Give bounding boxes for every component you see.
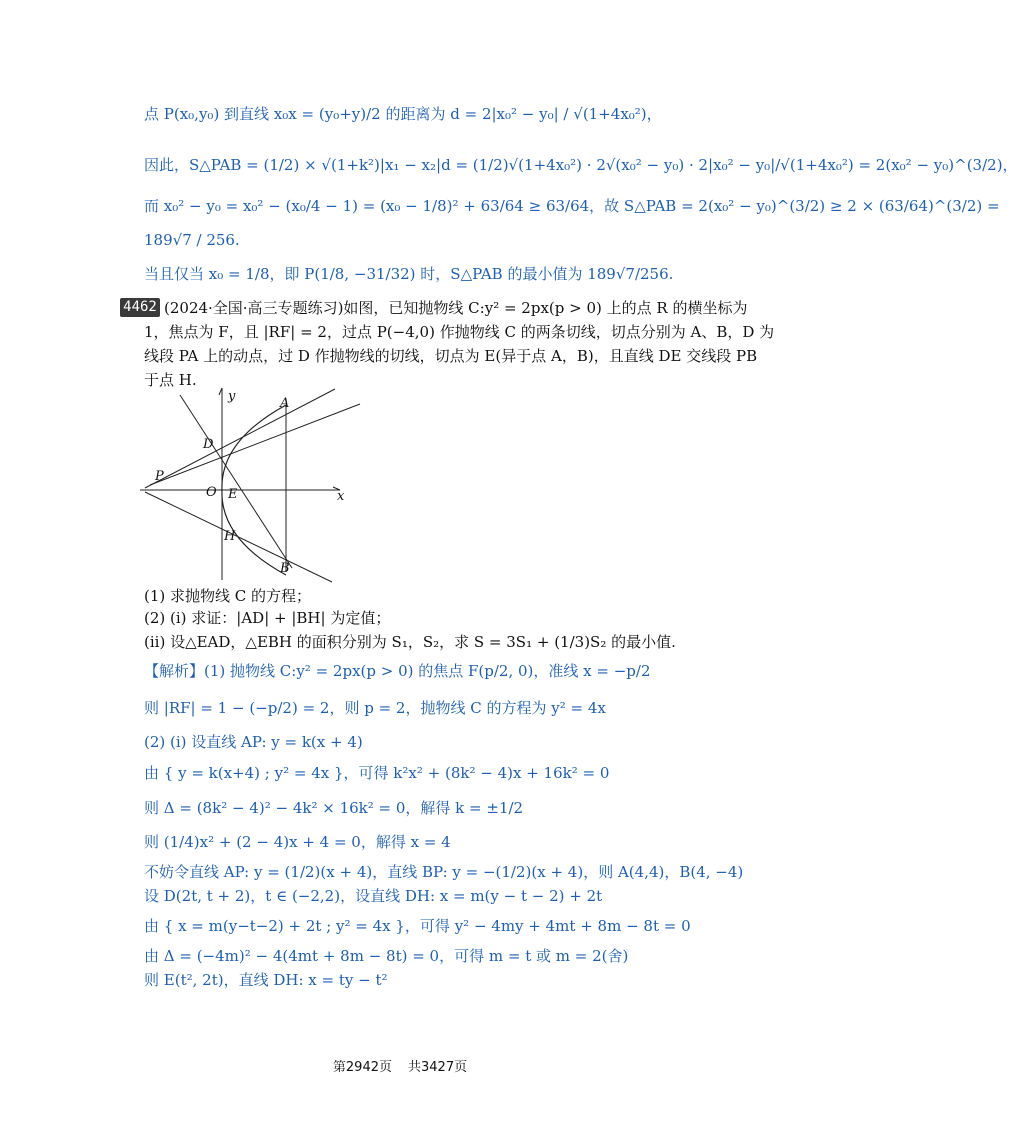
analysis-line-4: 由 { y = k(x+4) ; y² = 4x }，可得 k²x² + (8k² − 4)x + 16k² = 0 (144, 764, 610, 782)
tangent-line-pb (145, 492, 332, 582)
problem-line-3: 线段 PA 上的动点，过 D 作抛物线的切线，切点为 E(异于点 A，B)，且直线 DE 交线段 PB (144, 347, 758, 365)
page-number: 第2942页 (332, 1060, 392, 1075)
line-p-upper (150, 404, 360, 485)
total-pages: 共3427页 (408, 1060, 468, 1075)
analysis-line-6: 则 (1/4)x² + (2 − 4)x + 4 = 0，解得 x = 4 (144, 833, 451, 851)
solution-line-1: 点 P(x₀,y₀) 到直线 x₀x = (y₀+y)/2 的距离为 d = 2|x₀² − y₀| / √(1+4x₀²)， (144, 105, 662, 123)
problem-line-1: (2024·全国·高三专题练习)如图，已知抛物线 C:y² = 2px(p > 0) 上的点 R 的横坐标为 (164, 299, 748, 317)
analysis-line-5: 则 Δ = (8k² − 4)² − 4k² × 16k² = 0，解得 k = ±1/2 (144, 799, 524, 817)
parabola-tangent-figure (140, 385, 360, 585)
solution-line-3: 而 x₀² − y₀ = x₀² − (x₀/4 − 1) = (x₀ − 1/8)² + 63/64 ≥ 63/64，故 S△PAB = 2(x₀² − y₀)^(3/2) ≥ 2 × (63/64)^(3/2) = (144, 197, 1000, 215)
solution-line-5: 当且仅当 x₀ = 1/8，即 P(1/8, −31/32) 时，S△PAB 的最小值为 189√7/256. (144, 265, 674, 283)
label-o: O (206, 485, 217, 500)
problem-line-2: 1，焦点为 F，且 |RF| = 2，过点 P(−4,0) 作抛物线 C 的两条切线，切点分别为 A、B，D 为 (144, 323, 775, 341)
analysis-line-9: 由 { x = m(y−t−2) + 2t ; y² = 4x }，可得 y² − 4my + 4mt + 8m − 8t = 0 (144, 917, 691, 935)
analysis-line-8: 设 D(2t, t + 2)，t ∈ (−2,2)，设直线 DH: x = m(y − t − 2) + 2t (144, 887, 603, 905)
analysis-line-2: 则 |RF| = 1 − (−p/2) = 2，则 p = 2，抛物线 C 的方程为 y² = 4x (144, 699, 606, 717)
analysis-line-11: 则 E(t², 2t)，直线 DH: x = ty − t² (144, 971, 388, 989)
analysis-line-7: 不妨令直线 AP: y = (1/2)(x + 4)，直线 BP: y = −(1/2)(x + 4)，则 A(4,4)，B(4, −4) (144, 863, 744, 881)
label-a: A (280, 396, 290, 411)
label-b: B (280, 561, 290, 576)
label-e: E (228, 487, 238, 502)
label-x: x (337, 489, 345, 504)
problem-number-badge: 4462 (120, 298, 160, 317)
label-p: P (155, 469, 164, 484)
question-1: (1) 求抛物线 C 的方程； (144, 587, 312, 605)
analysis-line-3: (2) (i) 设直线 AP: y = k(x + 4) (144, 733, 363, 751)
label-d: D (203, 437, 214, 452)
tangent-line-de (180, 395, 292, 568)
analysis-line-1 (144, 661, 651, 681)
question-2: (2) (i) 求证：|AD| + |BH| 为定值； (144, 609, 391, 627)
solution-line-2: 因此，S△PAB = (1/2) × √(1+k²)|x₁ − x₂|d = (1/2)√(1+4x₀²) · 2√(x₀² − y₀) · 2|x₀² − y₀|/√(1+4x₀²) = 2(x₀² − y₀)^(3/2)， (144, 156, 1018, 174)
page-footer (0, 1056, 800, 1075)
tangent-line-pa (145, 389, 335, 488)
analysis-line-1-text: (1) 抛物线 C:y² = 2px(p > 0) 的焦点 F(p/2, 0)，准线 x = −p/2 (204, 662, 651, 680)
analysis-tag: 【解析】 (144, 662, 205, 680)
label-y: y (228, 389, 236, 404)
analysis-line-10: 由 Δ = (−4m)² − 4(4mt + 8m − 8t) = 0，可得 m = t 或 m = 2(舍) (144, 947, 629, 965)
question-3: (ii) 设△EAD，△EBH 的面积分别为 S₁，S₂，求 S = 3S₁ + (1/3)S₂ 的最小值. (144, 633, 676, 651)
problem-line-4: 于点 H. (144, 371, 197, 389)
solution-line-4: 189√7 / 256. (144, 231, 240, 249)
label-h: H (224, 529, 236, 544)
